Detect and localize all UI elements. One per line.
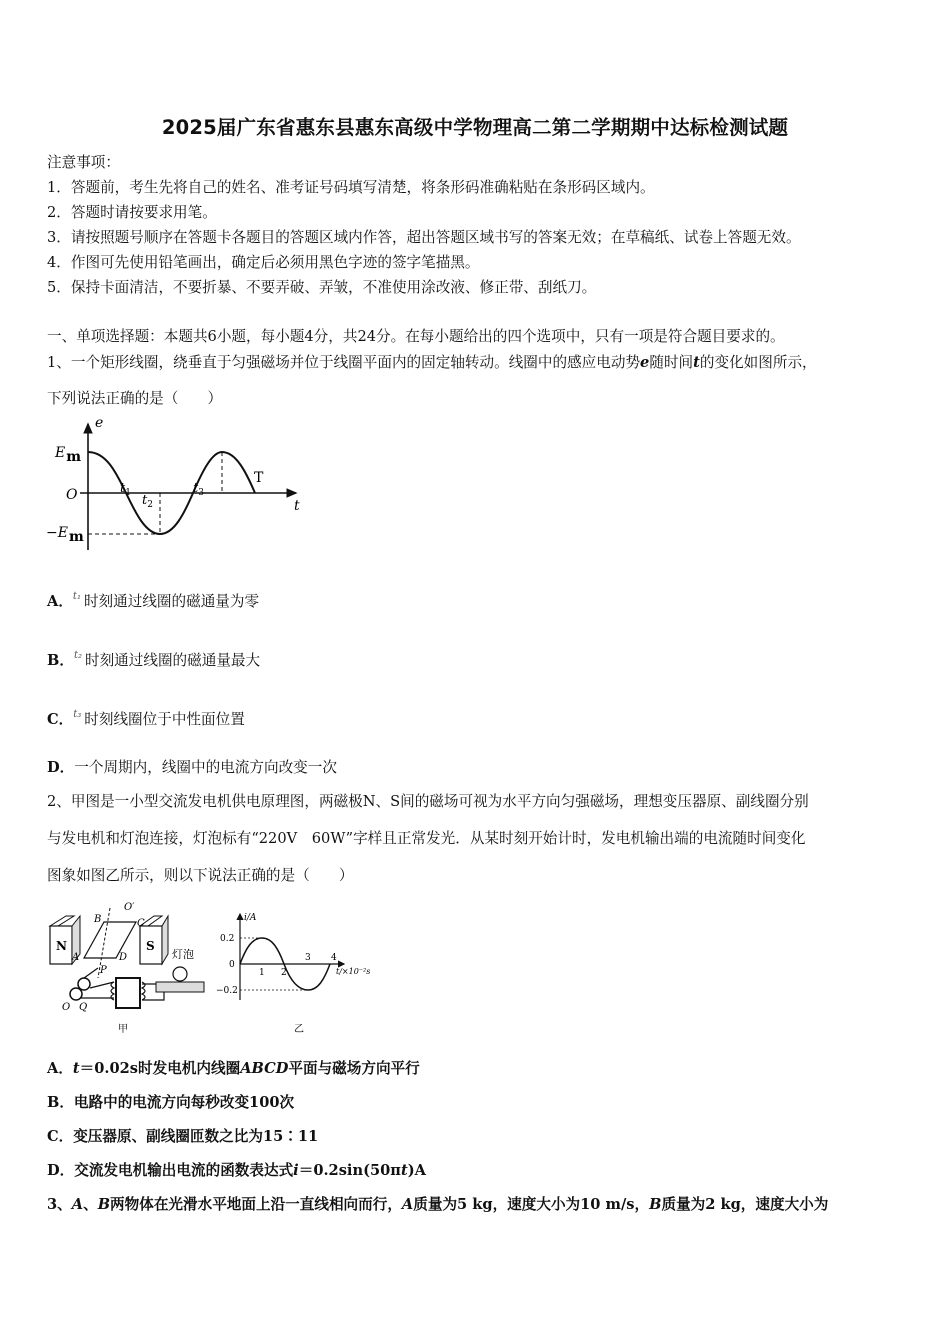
- notice-heading: 注意事项：: [47, 154, 120, 171]
- notice-item: 4．作图可先使用铅笔画出，确定后必须用黑色字迹的签字笔描黑。: [47, 254, 480, 271]
- svg-text:0.2: 0.2: [220, 934, 235, 944]
- svg-text:A: A: [72, 952, 80, 963]
- q1-emf-graph: [40, 412, 315, 557]
- q1-option-a[interactable]: A．$^{t_1}$ 时刻通过线圈的磁通量为零: [47, 591, 260, 610]
- svg-text:−0.2: −0.2: [216, 986, 238, 996]
- svg-text:O′: O′: [124, 902, 135, 913]
- notice-item: 3．请按照题号顺序在答题卡各题目的答题区域内作答，超出答题区域书写的答案无效；在草稿纸、试卷上答题无效。: [47, 229, 801, 246]
- notice-item: 1．答题前，考生先将自己的姓名、准考证号码填写清楚，将条形码准确粘贴在条形码区域内。: [47, 179, 655, 196]
- q2-generator-diagram: [44, 898, 219, 1038]
- q2-option-b[interactable]: B．电路中的电流方向每秒改变100次: [47, 1094, 295, 1111]
- q2-option-a[interactable]: A．t＝0.02s时发电机内线圈ABCD平面与磁场方向平行: [47, 1060, 420, 1077]
- q2-current-graph: [214, 908, 379, 1036]
- question-2-stem: 与发电机和灯泡连接，灯泡标有“220V 60W”字样且正常发光．从某时刻开始计时，发电机输出端的电流随时间变化: [47, 830, 806, 847]
- question-3-stem: 3、A、B两物体在光滑水平地面上沿一直线相向而行，A质量为5 kg，速度大小为10 m/s，B质量为2 kg，速度大小为: [47, 1196, 829, 1213]
- q1-option-c[interactable]: C．$^{t_3}$ 时刻线圈位于中性面位置: [47, 709, 245, 728]
- origin-label: O: [66, 487, 78, 503]
- t2-label: $t_2$: [142, 493, 153, 510]
- svg-text:Q: Q: [79, 1002, 88, 1013]
- svg-text:S: S: [146, 939, 155, 953]
- svg-text:2: 2: [281, 968, 287, 978]
- svg-text:i/A: i/A: [244, 913, 257, 923]
- svg-text:O: O: [62, 1002, 71, 1013]
- svg-text:3: 3: [305, 953, 311, 963]
- svg-text:灯泡: 灯泡: [172, 948, 194, 961]
- svg-text:C: C: [137, 918, 145, 929]
- svg-text:4: 4: [331, 953, 337, 963]
- svg-text:B: B: [94, 914, 102, 925]
- period-label: T: [254, 470, 264, 486]
- x-axis-label: t: [294, 498, 300, 514]
- question-2-stem: 2、甲图是一小型交流发电机供电原理图，两磁极N、S间的磁场可视为水平方向匀强磁场，理想变压器原、副线圈分别: [47, 793, 809, 810]
- svg-text:N: N: [56, 939, 67, 953]
- svg-text:乙: 乙: [294, 1024, 304, 1035]
- t3-label: $t_3$: [193, 481, 204, 498]
- question-1-stem: 1、一个矩形线圈，绕垂直于匀强磁场并位于线圈平面内的固定轴转动。线圈中的感应电动势e随时间t的变化如图所示，: [47, 354, 817, 371]
- svg-text:D: D: [119, 952, 128, 963]
- q1-option-b[interactable]: B．$^{t_2}$ 时刻通过线圈的磁通量最大: [47, 650, 261, 669]
- question-1-prompt: 下列说法正确的是（ ）: [47, 390, 223, 407]
- em-label: Em: [55, 445, 82, 465]
- coil-abcd: [84, 922, 136, 958]
- section-heading: 一、单项选择题：本题共6小题，每小题4分，共24分。在每小题给出的四个选项中，只有一项是符合题目要求的。: [47, 328, 785, 345]
- neg-em-label: −Em: [46, 525, 84, 545]
- bulb: [173, 967, 187, 981]
- notice-item: 5．保持卡面清洁，不要折暴、不要弄破、弄皱，不准使用涂改液、修正带、刮纸刀。: [47, 279, 597, 296]
- svg-text:0: 0: [229, 960, 235, 970]
- q1-option-d[interactable]: D．一个周期内，线圈中的电流方向改变一次: [47, 759, 337, 776]
- y-axis-label: e: [95, 415, 104, 431]
- exam-title: 2025届广东省惠东县惠东高级中学物理高二第二学期期中达标检测试题: [161, 116, 789, 139]
- transformer: [116, 978, 140, 1008]
- notice-item: 2．答题时请按要求用笔。: [47, 204, 217, 221]
- t1-label: $t_1$: [120, 481, 131, 498]
- bulb-base: [156, 982, 204, 992]
- svg-text:甲: 甲: [118, 1024, 128, 1035]
- slip-ring: [78, 978, 90, 990]
- q2-option-c[interactable]: C．变压器原、副线圈匝数之比为15∶11: [47, 1128, 319, 1145]
- svg-text:1: 1: [259, 968, 265, 978]
- question-2-prompt: 图象如图乙所示，则以下说法正确的是（ ）: [47, 867, 354, 884]
- q2-option-d[interactable]: D．交流发电机输出电流的函数表达式i＝0.2sin(50πt)A: [47, 1162, 426, 1179]
- svg-text:P: P: [100, 965, 107, 976]
- svg-text:t/×10⁻²s: t/×10⁻²s: [336, 967, 371, 976]
